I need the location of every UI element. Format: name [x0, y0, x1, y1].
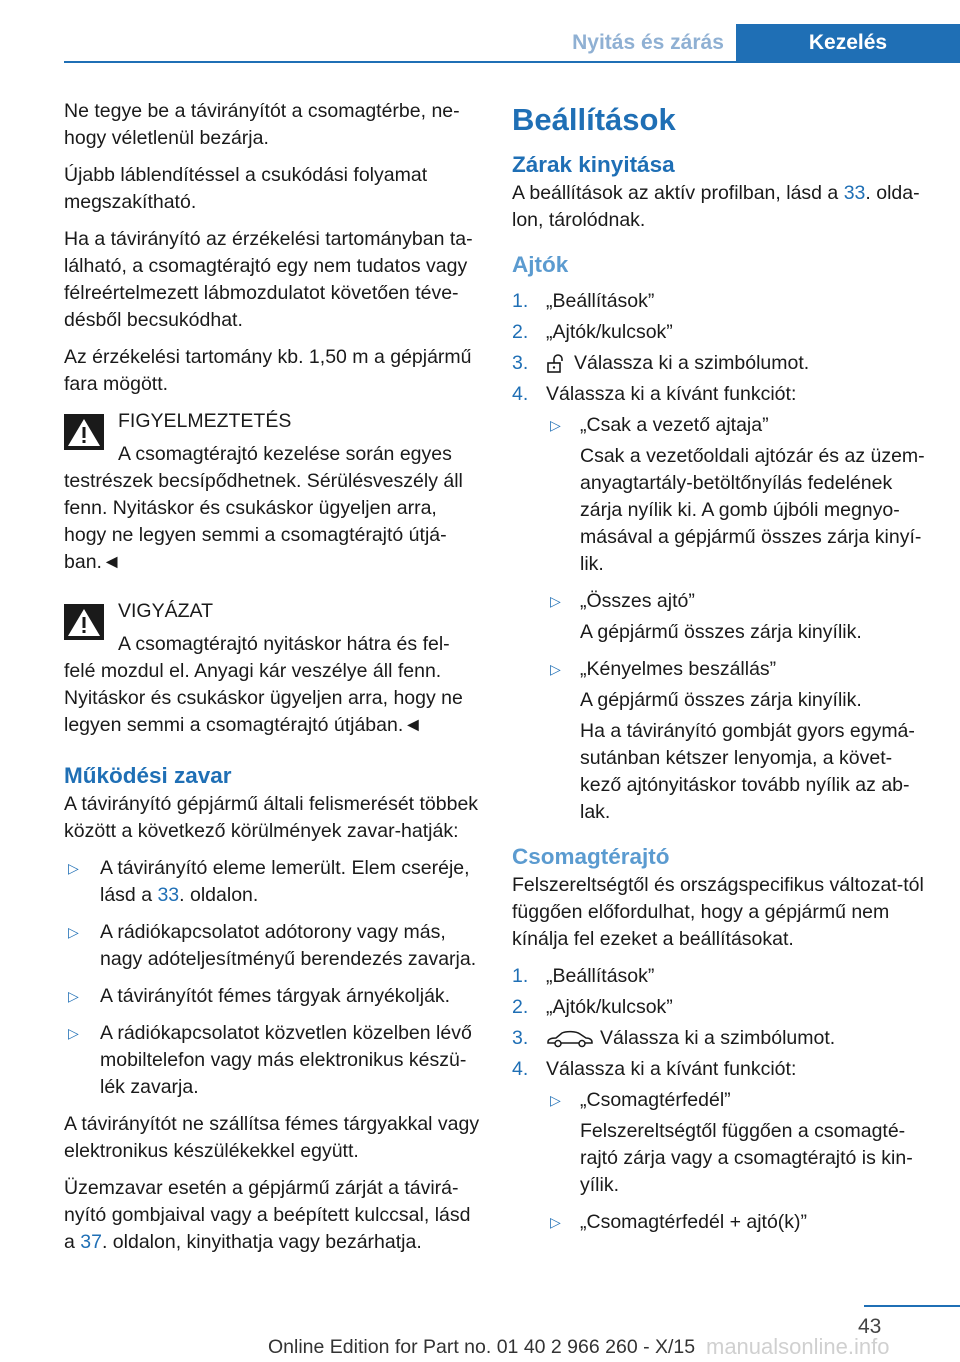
paragraph: Ne tegye be a távirányítót a csomagtérbe, ne-hogy véletlenül bezárja. [64, 100, 460, 149]
watermark: manualsonline.info [706, 1334, 890, 1359]
heading-trunk: Csomagtérajtó [512, 844, 670, 869]
paragraph: Újabb láblendítéssel a csukódási folyamat megszakítható. [64, 164, 428, 213]
step-item: 1. „Beállítások” [512, 290, 655, 312]
option-item: ▷ „Csak a vezető ajtaja” Csak a vezetőoldali ajtózár és az üzem-anyagtartály-betöltőnyílás fedelének zárja nyílik ki. A gomb újbóli megnyo-másával a gépjármű összes zárja kinyí-lik. [550, 414, 925, 575]
doors-options [546, 412, 928, 826]
step-item: 4. Válassza ki a kívánt funkciót: ▷ „Csomagtérfedél” Felszereltségtől függően a csomagté-rajtó zárja vagy a csomagtérajtó is kin-yílik. ▷ „Csomagtérfedél + ajtó(k)” [512, 1056, 928, 1236]
page-link[interactable]: 33 [157, 884, 180, 906]
page-link[interactable]: 33 [843, 182, 866, 204]
heading-doors: Ajtók [512, 252, 569, 277]
caution-icon [64, 604, 104, 640]
caution-title: VIGYÁZAT [118, 600, 213, 622]
step-item: 2. „Ajtók/kulcsok” [512, 321, 673, 343]
header-section-title: Nyitás és zárás [572, 31, 724, 54]
right-column [512, 98, 928, 1246]
bullet-marker: ▷ [550, 593, 561, 609]
header-chapter-tab: Kezelés [736, 24, 960, 62]
paragraph: A távirányító gépjármű általi felismerését többek között a következő körülmények zavar-hatják: [64, 793, 479, 842]
page-number: 43 [858, 1315, 882, 1338]
paragraph: Az érzékelési tartomány kb. 1,50 m a gépjármű fara mögött. [64, 346, 472, 395]
bullet-marker: ▷ [550, 1092, 561, 1108]
warning-box [64, 408, 480, 576]
paragraph: Üzemzavar esetén a gépjármű zárját a távirá-nyító gombjaival vagy a beépített kulccsal, lásd a 37. oldalon, kinyithatja vagy bezárhatja. [64, 1177, 471, 1253]
list-item: ▷ A távirányító eleme lemerült. Elem cseréje, lásd a 33. oldalon. [68, 857, 470, 906]
paragraph: Ha a távirányító az érzékelési tartományban ta-lálható, a csomagtérajtó egy nem tudatos vagy félreértelmezett lábmozdulatot követően téve-désből becsukódhat. [64, 228, 473, 331]
bullet-marker: ▷ [68, 860, 79, 876]
trunk-steps [512, 963, 928, 1236]
footer-rule [864, 1305, 960, 1307]
warning-title: FIGYELMEZTETÉS [118, 410, 292, 432]
step-item: 1. „Beállítások” [512, 965, 655, 987]
bullet-marker: ▷ [550, 417, 561, 433]
option-item: ▷ „Összes ajtó” A gépjármű összes zárja kinyílik. [550, 590, 862, 643]
header-rule [64, 61, 960, 63]
heading-malfunction: Működési zavar [64, 763, 232, 788]
caution-text: A csomagtérajtó nyitáskor hátra és fel-felé mozdul el. Anyagi kár veszélye áll fenn. Nyitáskor és csukáskor ügyeljen arra, hogy ne legyen semmi a csomagtérajtó útjában.◄ [64, 633, 463, 736]
malfunction-list [64, 855, 480, 1101]
doors-steps [512, 288, 928, 826]
step-item: 2. „Ajtók/kulcsok” [512, 996, 673, 1018]
warning-icon [64, 414, 104, 450]
bullet-marker: ▷ [550, 1214, 561, 1230]
heading-unlock: Zárak kinyitása [512, 152, 675, 177]
list-item: ▷ A rádiókapcsolatot közvetlen közelben lévő mobiltelefon vagy más elektronikus készü-lék zavarja. [68, 1022, 472, 1098]
step-item: 4. Válassza ki a kívánt funkciót: ▷ „Csak a vezető ajtaja” Csak a vezetőoldali ajtózár és az üzem-anyagtartály-betöltőnyílás fedelének zárja nyílik ki. A gomb újbóli megnyo-másával a gépjármű összes zárja kinyí-lik. ▷ „Összes ajtó” A gépjármű összes zárja kinyílik. ▷ „Kényelmes beszállás” A gépjármű összes zárja kinyílik. Ha a távirányító gombját gyors egymá-sutánban kétszer lenyomja, a követ-kező ajtónyitáskor tovább nyílik az ab-lak. [512, 381, 928, 826]
step-item: 3. Válassza ki a szimbólumot. [512, 1027, 836, 1049]
trunk-options [546, 1087, 928, 1236]
lock-symbol-icon [546, 354, 568, 374]
car-symbol-icon [546, 1030, 594, 1048]
paragraph: A beállítások az aktív profilban, lásd a 33. olda-lon, tárolódnak. [512, 182, 920, 231]
warning-text: A csomagtérajtó kezelése során egyes testrészek becsípődhetnek. Sérülésveszély áll fenn. Nyitáskor és csukáskor ügyeljen arra, hogy ne legyen semmi a csomagtérajtó útjá-ban.◄ [64, 443, 463, 573]
option-item: ▷ „Csomagtérfedél” Felszereltségtől függően a csomagté-rajtó zárja vagy a csomagtérajtó is kin-yílik. [550, 1089, 913, 1196]
paragraph: Felszereltségtől és országspecifikus változat-tól függően előfordulhat, hogy a gépjármű nem kínálja fel ezeket a beállításokat. [512, 874, 924, 950]
bullet-marker: ▷ [68, 988, 79, 1004]
step-item: 3. Válassza ki a szimbólumot. [512, 352, 810, 374]
edition-footer: Online Edition for Part no. 01 40 2 966 260 - X/15 [268, 1336, 696, 1358]
list-item: ▷ A rádiókapcsolatot adótorony vagy más, nagy adóteljesítményű berendezés zavarja. [68, 921, 477, 970]
heading-settings: Beállítások [512, 102, 676, 137]
left-column [64, 98, 480, 1266]
page-link[interactable]: 37 [80, 1231, 102, 1253]
option-item: ▷ „Csomagtérfedél + ajtó(k)” [546, 1209, 928, 1236]
bullet-marker: ▷ [68, 1025, 79, 1041]
list-item: ▷ A távirányítót fémes tárgyak árnyékolják. [64, 983, 480, 1010]
caution-box [64, 598, 480, 739]
option-item: ▷ „Kényelmes beszállás” A gépjármű összes zárja kinyílik. Ha a távirányító gombját gyors egymá-sutánban kétszer lenyomja, a követ-kező ajtónyitáskor tovább nyílik az ab-lak. [550, 658, 915, 823]
bullet-marker: ▷ [68, 924, 79, 940]
paragraph: A távirányítót ne szállítsa fémes tárgyakkal vagy elektronikus készülékekkel együtt. [64, 1113, 480, 1162]
bullet-marker: ▷ [550, 661, 561, 677]
